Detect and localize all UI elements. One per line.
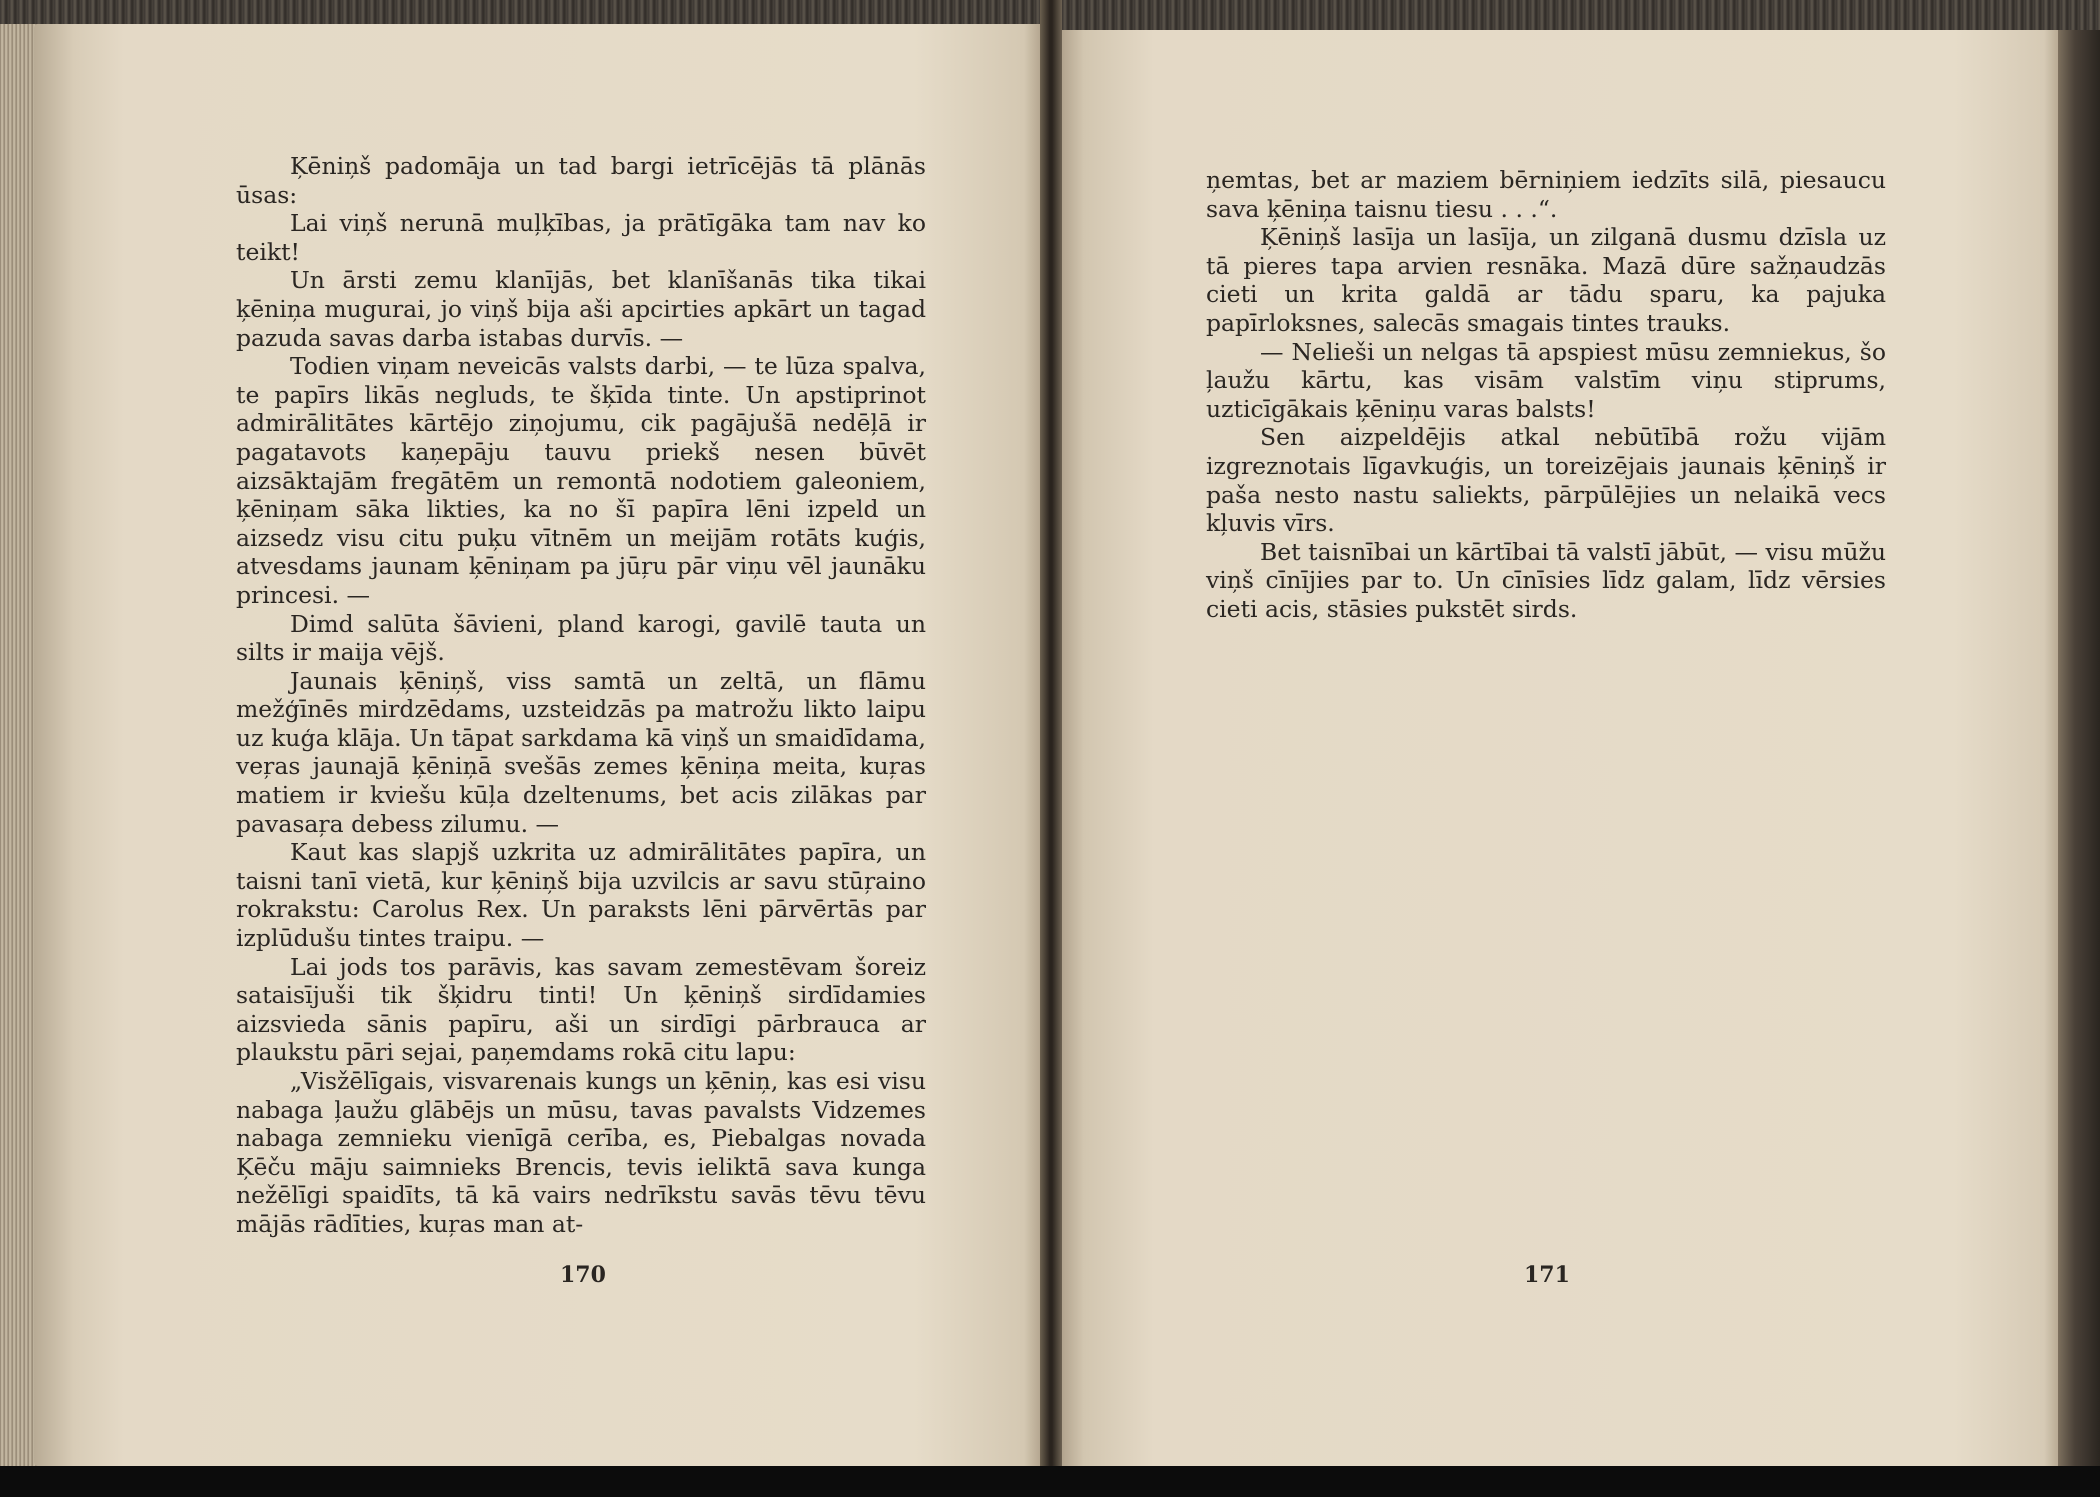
paragraph: Dimd salūta šāvieni, pland karogi, gavilē tauta un silts ir maija vējš.: [236, 609, 926, 667]
paragraph: Ķēniņš lasīja un lasīja, un zilganā dusmu dzīsla uz tā pieres tapa arvien resnāka. Mazā dūre sažņaudzās cieti un krita galdā ar tādu sparu, ka pajuka papīrloksnes, salecās smagais tintes trauks.: [1206, 223, 1886, 337]
paragraph: Todien viņam neveicās valsts darbi, — te lūza spalva, te papīrs likās negluds, te šķīda tinte. Un apstiprinot admirālitātes kārtējo ziņojumu, cik pagājušā nedēļā ir pagatavots kaņepāju tauvu priekš nesen būvēt aizsāktajām fregātēm un remontā nodotiem galeoniem, ķēniņam sāka likties, ka no šī papīra lēni izpeld un aizsedz visu citu puķu vītnēm un meijām rotāts kuģis, atvesdams jaunam ķēniņam pa jūŗu pār viņu vēl jaunāku princesi. —: [236, 352, 926, 609]
book-gutter: [1040, 0, 1062, 1480]
paragraph: Lai jods tos parāvis, kas savam zemestēvam šoreiz sataisījuši tik šķidru tinti! Un ķēniņš sirdīdamies aizsvieda sānis papīru, aši un sirdīgi pārbrauca ar plaukstu pāri sejai, paņemdams rokā citu lapu:: [236, 952, 926, 1067]
page-edges-right: [2058, 30, 2100, 1466]
paragraph: Bet taisnībai un kārtībai tā valstī jābūt, — visu mūžu viņš cīnījies par to. Un cīnīsies līdz galam, līdz vērsies cieti acis, stāsies pukstēt sirds.: [1206, 537, 1886, 623]
left-page-text: [236, 152, 926, 1239]
paragraph: Un ārsti zemu klanījās, bet klanīšanās tika tikai ķēniņa mugurai, jo viņš bija aši apcirties apkārt un tagad pazuda savas darba istabas durvīs. —: [236, 266, 926, 352]
scan-border: [0, 1466, 2100, 1497]
paragraph: Jaunais ķēniņš, viss samtā un zeltā, un flāmu mežģīnēs mirdzēdams, uzsteidzās pa matrožu likto laipu uz kuģa klāja. Un tāpat sarkdama kā viņš un smaidīdama, veŗas jaunajā ķēniņā svešās zemes ķēniņa meita, kuŗas matiem ir kviešu kūļa dzeltenums, bet acis zilākas par pavasaŗa debess zilumu. —: [236, 666, 926, 838]
paragraph: Sen aizpeldējis atkal nebūtībā rožu vijām izgreznotais līgavkuģis, un toreizējais jaunais ķēniņš ir paša nesto nastu saliekts, pārpūlējies un nelaikā vecs kļuvis vīrs.: [1206, 423, 1886, 538]
page-number-right: 171: [1524, 1262, 1570, 1288]
paragraph: Lai viņš nerunā muļķības, ja prātīgāka tam nav ko teikt!: [236, 209, 926, 266]
paragraph: Kaut kas slapjš uzkrita uz admirālitātes papīra, un taisni tanī vietā, kur ķēniņš bija uzvilcis ar savu stūŗaino rokrakstu: Carolus Rex. Un paraksts lēni pārvērtās par izplūdušu tintes traipu. —: [236, 838, 926, 953]
right-page-text: [1206, 166, 1886, 624]
paragraph: — Nelieši un nelgas tā apspiest mūsu zemniekus, šo ļaužu kārtu, kas visām valstīm viņu stiprums, uzticīgākais ķēniņu varas balsts!: [1206, 337, 1886, 423]
paragraph: Ķēniņš padomāja un tad bargi ietrīcējās tā plānās ūsas:: [236, 152, 926, 209]
paragraph: „Visžēlīgais, visvarenais kungs un ķēniņ, kas esi visu nabaga ļaužu glābējs un mūsu, tavas pavalsts Vidzemes nabaga zemnieku vienīgā cerība, es, Piebalgas novada Ķēču māju saimnieks Brencis, tevis ieliktā sava kunga nežēlīgi spaidīts, tā kā vairs nedrīkstu savās tēvu tēvu mājās rādīties, kuŗas man at-: [236, 1067, 926, 1238]
paragraph: ņemtas, bet ar maziem bērniņiem iedzīts silā, piesaucu sava ķēniņa taisnu tiesu . . .“.: [1206, 166, 1886, 223]
page-number-left: 170: [560, 1262, 606, 1288]
